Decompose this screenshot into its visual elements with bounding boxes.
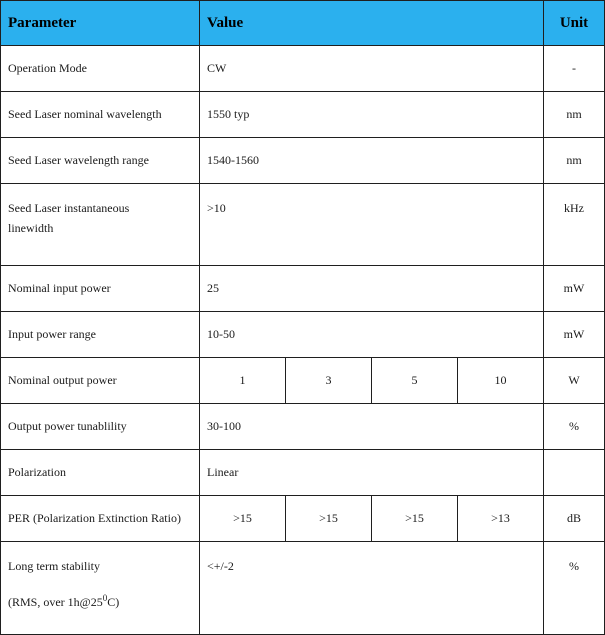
param-cell	[1, 184, 200, 266]
table-row	[1, 358, 605, 404]
table-row	[1, 184, 605, 266]
table-row	[1, 450, 605, 496]
unit-cell: kHz	[544, 184, 605, 266]
param-cell: Operation Mode	[1, 46, 200, 92]
superscript: 0	[102, 593, 108, 603]
value-cell: 10-50	[200, 312, 544, 358]
table-row	[1, 542, 605, 635]
value-cell: 5	[372, 358, 458, 404]
param-cell: PER (Polarization Extinction Ratio)	[1, 496, 200, 542]
unit-cell: W	[544, 358, 605, 404]
value-cell: Linear	[200, 450, 544, 496]
value-cell: 3	[286, 358, 372, 404]
value-cell: >15	[372, 496, 458, 542]
unit-cell: %	[544, 542, 605, 635]
value-cell: >10	[200, 184, 544, 266]
unit-cell: mW	[544, 312, 605, 358]
unit-cell: mW	[544, 266, 605, 312]
param-text: (RMS, over 1h@25	[8, 595, 103, 609]
value-cell: 30-100	[200, 404, 544, 450]
table-row	[1, 404, 605, 450]
unit-cell: dB	[544, 496, 605, 542]
table-row	[1, 92, 605, 138]
value-cell: 10	[458, 358, 544, 404]
value-cell: >15	[200, 496, 286, 542]
value-cell: >13	[458, 496, 544, 542]
param-line	[8, 592, 192, 612]
param-line: Long term stability	[8, 559, 100, 573]
value-cell: >15	[286, 496, 372, 542]
value-cell: 25	[200, 266, 544, 312]
param-text: C)	[107, 595, 120, 609]
param-cell: Seed Laser nominal wavelength	[1, 92, 200, 138]
table-row	[1, 138, 605, 184]
value-cell: CW	[200, 46, 544, 92]
unit-cell: -	[544, 46, 605, 92]
table-row	[1, 46, 605, 92]
param-line: Seed Laser instantaneous	[8, 201, 130, 215]
value-cell: 1	[200, 358, 286, 404]
header-value: Value	[200, 1, 544, 46]
header-parameter: Parameter	[1, 1, 200, 46]
param-cell: Polarization	[1, 450, 200, 496]
value-cell: 1550 typ	[200, 92, 544, 138]
unit-cell	[544, 450, 605, 496]
unit-cell: nm	[544, 92, 605, 138]
param-cell	[1, 542, 200, 635]
param-cell: Seed Laser wavelength range	[1, 138, 200, 184]
value-cell: <+/-2	[200, 542, 544, 635]
unit-cell: nm	[544, 138, 605, 184]
param-cell: Nominal output power	[1, 358, 200, 404]
header-unit: Unit	[544, 1, 605, 46]
table-row	[1, 496, 605, 542]
table-row	[1, 266, 605, 312]
param-line: linewidth	[8, 221, 54, 235]
param-cell: Output power tunablility	[1, 404, 200, 450]
value-cell: 1540-1560	[200, 138, 544, 184]
header-row	[1, 1, 605, 46]
table-row	[1, 312, 605, 358]
unit-cell: %	[544, 404, 605, 450]
param-cell: Nominal input power	[1, 266, 200, 312]
param-cell: Input power range	[1, 312, 200, 358]
